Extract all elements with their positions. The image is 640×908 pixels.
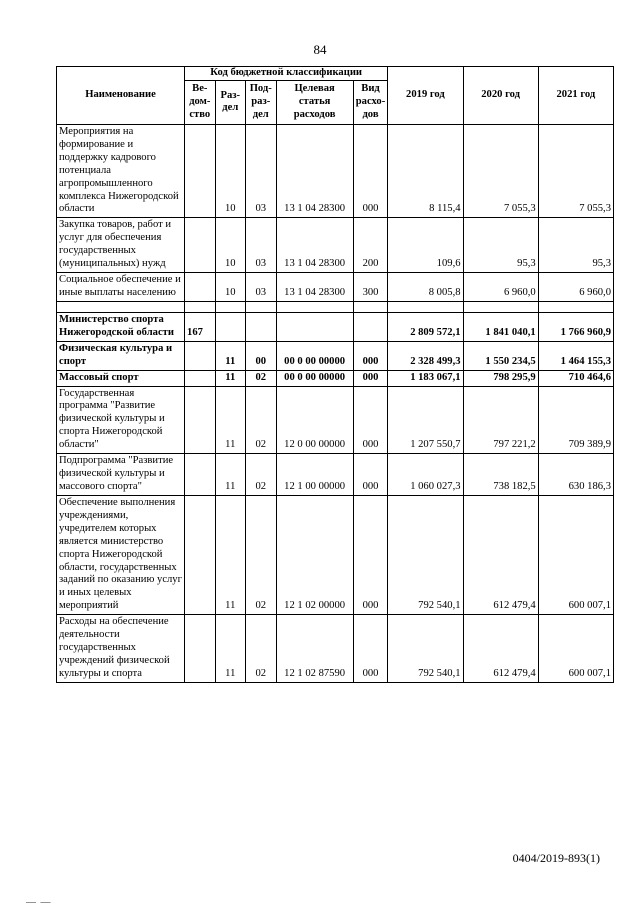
row-podrazdel: 02	[246, 615, 276, 683]
row-vid: 000	[353, 615, 388, 683]
row-2021: 1 766 960,9	[538, 312, 613, 341]
header-podrazdel: Под-раз-дел	[246, 80, 276, 124]
row-celevaya: 13 1 04 28300	[276, 218, 353, 273]
row-celevaya: 12 1 02 00000	[276, 495, 353, 614]
row-vid: 000	[353, 341, 388, 370]
row-vid: 000	[353, 124, 388, 217]
row-name: Мероприятия на формирование и поддержку кадрового потенциала агропромышленного комплекса Нижегородской области	[57, 124, 185, 217]
row-podrazdel: 03	[246, 124, 276, 217]
row-celevaya: 00 0 00 00000	[276, 341, 353, 370]
row-razdel: 11	[215, 615, 245, 683]
row-ved	[185, 386, 215, 454]
row-name: Подпрограмма "Развитие физической культуры и массового спорта"	[57, 454, 185, 496]
row-razdel: 11	[215, 495, 245, 614]
row-name: Физическая культура и спорт	[57, 341, 185, 370]
row-vid: 200	[353, 218, 388, 273]
row-2020: 7 055,3	[463, 124, 538, 217]
row-2019: 2 809 572,1	[388, 312, 463, 341]
table-row	[57, 615, 614, 683]
budget-table	[56, 66, 614, 683]
row-2019: 792 540,1	[388, 495, 463, 614]
row-vid: 000	[353, 370, 388, 386]
table-row	[57, 341, 614, 370]
row-celevaya: 00 0 00 00000	[276, 370, 353, 386]
row-2019: 1 060 027,3	[388, 454, 463, 496]
row-celevaya: 12 0 00 00000	[276, 386, 353, 454]
row-razdel: 11	[215, 341, 245, 370]
row-name: Государственная программа "Развитие физической культуры и спорта Нижегородской области"	[57, 386, 185, 454]
row-ved	[185, 341, 215, 370]
row-razdel	[215, 312, 245, 341]
row-podrazdel: 02	[246, 454, 276, 496]
row-podrazdel: 03	[246, 273, 276, 302]
row-celevaya: 12 1 00 00000	[276, 454, 353, 496]
row-name: Обеспечение выполнения учреждениями, учредителем которых является министерство спорта Нижегородской области, государственных заданий по оказанию услуг и иных целевых мероприятий	[57, 495, 185, 614]
row-2021: 1 464 155,3	[538, 341, 613, 370]
header-celevaya: Целевая статья расходов	[276, 80, 353, 124]
spacer-row	[57, 301, 614, 312]
header-vid: Вид расхо-дов	[353, 80, 388, 124]
row-ved	[185, 615, 215, 683]
row-celevaya	[276, 312, 353, 341]
row-2021: 600 007,1	[538, 495, 613, 614]
row-2020: 798 295,9	[463, 370, 538, 386]
row-ved: 167	[185, 312, 215, 341]
row-2020: 1 550 234,5	[463, 341, 538, 370]
row-podrazdel: 02	[246, 386, 276, 454]
table-row	[57, 218, 614, 273]
row-2019: 1 183 067,1	[388, 370, 463, 386]
page-number: 84	[313, 42, 327, 57]
row-name: Министерство спорта Нижегородской области	[57, 312, 185, 341]
row-2021: 710 464,6	[538, 370, 613, 386]
row-podrazdel: 02	[246, 370, 276, 386]
row-name: Массовый спорт	[57, 370, 185, 386]
header-year-2019: 2019 год	[388, 67, 463, 125]
row-vid: 000	[353, 495, 388, 614]
row-ved	[185, 218, 215, 273]
row-ved	[185, 273, 215, 302]
row-podrazdel	[246, 312, 276, 341]
row-razdel: 10	[215, 273, 245, 302]
row-vid: 300	[353, 273, 388, 302]
table-row	[57, 124, 614, 217]
row-name: Закупка товаров, работ и услуг для обеспечения государственных (муниципальных) нужд	[57, 218, 185, 273]
row-celevaya: 13 1 04 28300	[276, 124, 353, 217]
footer-mark: — —	[26, 897, 52, 908]
row-razdel: 11	[215, 386, 245, 454]
table-row	[57, 312, 614, 341]
row-razdel: 11	[215, 454, 245, 496]
row-2019: 8 115,4	[388, 124, 463, 217]
row-2019: 2 328 499,3	[388, 341, 463, 370]
header-name: Наименование	[57, 67, 185, 125]
row-podrazdel: 03	[246, 218, 276, 273]
table-row	[57, 454, 614, 496]
row-2021: 600 007,1	[538, 615, 613, 683]
row-2019: 109,6	[388, 218, 463, 273]
row-razdel: 11	[215, 370, 245, 386]
row-ved	[185, 124, 215, 217]
row-celevaya: 13 1 04 28300	[276, 273, 353, 302]
row-celevaya: 12 1 02 87590	[276, 615, 353, 683]
row-2021: 630 186,3	[538, 454, 613, 496]
row-2019: 1 207 550,7	[388, 386, 463, 454]
table-row	[57, 370, 614, 386]
row-vid: 000	[353, 386, 388, 454]
row-2019: 8 005,8	[388, 273, 463, 302]
row-2020: 738 182,5	[463, 454, 538, 496]
row-razdel: 10	[215, 218, 245, 273]
row-ved	[185, 495, 215, 614]
row-2021: 6 960,0	[538, 273, 613, 302]
header-ved: Ве-дом-ство	[185, 80, 215, 124]
row-2020: 95,3	[463, 218, 538, 273]
table-row	[57, 386, 614, 454]
table-row	[57, 273, 614, 302]
row-2020: 6 960,0	[463, 273, 538, 302]
row-2020: 1 841 040,1	[463, 312, 538, 341]
row-2020: 612 479,4	[463, 495, 538, 614]
row-2020: 797 221,2	[463, 386, 538, 454]
row-vid	[353, 312, 388, 341]
row-2021: 95,3	[538, 218, 613, 273]
document-code: 0404/2019-893(1)	[512, 851, 600, 865]
row-razdel: 10	[215, 124, 245, 217]
header-code-group: Код бюджетной классификации	[185, 67, 388, 81]
row-vid: 000	[353, 454, 388, 496]
row-2021: 709 389,9	[538, 386, 613, 454]
header-year-2020: 2020 год	[463, 67, 538, 125]
row-podrazdel: 00	[246, 341, 276, 370]
header-year-2021: 2021 год	[538, 67, 613, 125]
row-2021: 7 055,3	[538, 124, 613, 217]
row-2020: 612 479,4	[463, 615, 538, 683]
header-razdel: Раз-дел	[215, 80, 245, 124]
row-podrazdel: 02	[246, 495, 276, 614]
row-name: Расходы на обеспечение деятельности государственных учреждений физической культуры и спорта	[57, 615, 185, 683]
row-2019: 792 540,1	[388, 615, 463, 683]
table-row	[57, 495, 614, 614]
row-ved	[185, 370, 215, 386]
row-ved	[185, 454, 215, 496]
row-name: Социальное обеспечение и иные выплаты населению	[57, 273, 185, 302]
